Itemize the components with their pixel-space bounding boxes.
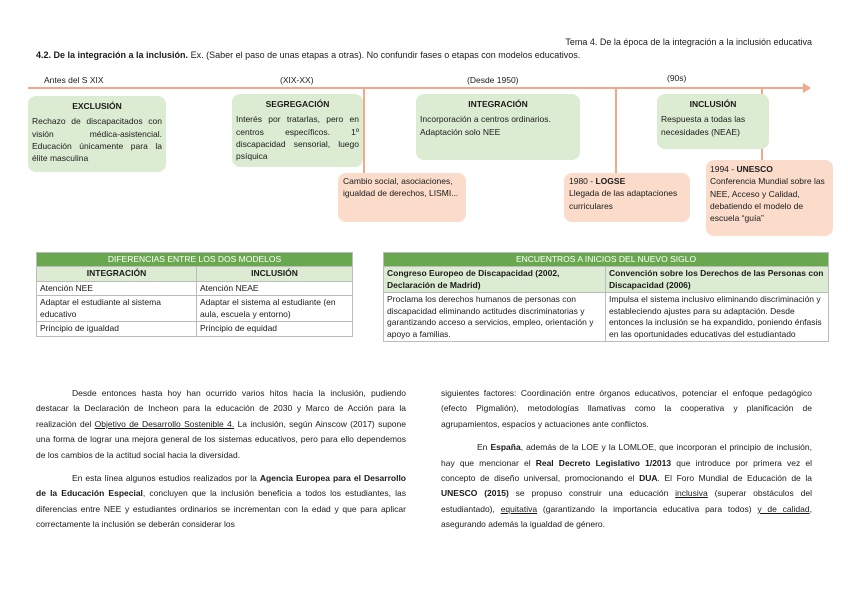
- text-run-underlined: y de calidad: [757, 503, 810, 514]
- section-instruction: Ex. (Saber el paso de unas etapas a otras). No confundir fases o etapas con modelos educativos.: [190, 50, 581, 60]
- paragraph: [36, 386, 406, 463]
- paragraph: siguientes factores: Coordinación entre órganos educativos, potenciar el enfoque pedagógico (efecto Pigmalión), metodologías llamativas como la cooperativa y planificación de agrupamientos, espacios y actuaciones ante conflictos.: [441, 388, 812, 429]
- document-header: Tema 4. De la época de la integración a la inclusión educativa: [565, 37, 812, 47]
- era-label: Antes del S XIX: [44, 75, 104, 85]
- text-run: (superar obstáculos del estudiantado),: [441, 488, 812, 514]
- column-header: INTEGRACIÓN: [37, 267, 197, 281]
- timeline-line: [28, 87, 805, 89]
- column-header: INCLUSIÓN: [197, 267, 353, 281]
- paragraph: [36, 471, 406, 533]
- text-run-bold: DUA: [639, 473, 658, 484]
- stage-segregacion: [232, 94, 363, 167]
- event-year: 1980 -: [569, 176, 594, 186]
- stage-inclusion: [657, 94, 769, 149]
- text-run: . El Foro Mundial de Educación de la: [657, 473, 812, 484]
- stage-integracion: [416, 94, 580, 160]
- text-run-bold: Agencia Europea para el Desarrollo de la Educación Especial: [36, 473, 407, 499]
- event-text: Llegada de las adaptaciones curriculares: [569, 188, 678, 211]
- stage-text: Respuesta a todas las necesidades (NEAE): [661, 114, 746, 137]
- table-row: [37, 322, 353, 336]
- stage-title: EXCLUSIÓN: [72, 101, 122, 111]
- text-run-underlined: inclusiva: [675, 488, 708, 499]
- table-cell: Principio de equidad: [197, 322, 353, 336]
- stage-text: Interés por tratarlas, pero en centros específicos. 1º discapacidad sensorial, luego psíquica: [236, 114, 359, 162]
- timeline-arrow-icon: [803, 83, 811, 93]
- body-column-left: [36, 386, 406, 533]
- table-title: DIFERENCIAS ENTRE LOS DOS MODELOS: [37, 253, 353, 267]
- text-run: , además de la LOE y la LOMLOE, que incorporan el principio de inclusión, hay que mencionar el: [441, 442, 812, 468]
- stage-text: Incorporación a centros ordinarios. Adaptación solo NEE: [420, 114, 551, 137]
- text-run: En esta línea algunos estudios realizados por la: [72, 473, 260, 484]
- event-unesco: [706, 160, 833, 236]
- section-title: [36, 50, 580, 62]
- table-cell: Principio de igualdad: [37, 322, 197, 336]
- event-year: 1994 -: [710, 164, 735, 174]
- event-name: UNESCO: [736, 164, 773, 174]
- era-label: (XIX-XX): [280, 75, 314, 85]
- stage-title: INCLUSIÓN: [689, 99, 737, 109]
- era-label: (Desde 1950): [467, 75, 519, 85]
- text-run: se propuso construir una educación: [508, 488, 676, 499]
- text-run: , concluyen que la inclusión beneficia a todos los estudiantes, las diferencias entre NEE y estudiantes ordinarios se incrementan con la edad y que para aplicar correctamente la inclusión se deberán considerar los: [36, 488, 406, 530]
- column-header: Congreso Europeo de Discapacidad (2002, Declaración de Madrid): [384, 267, 606, 293]
- paragraph: [441, 440, 812, 532]
- text-run: La inclusión, según Ainscow (2017) supone una forma de lograr una mejora general de los sistemas educativos, pero para ello dependemos de los cambios de la actitud social hacia la diversidad.: [36, 418, 406, 460]
- stage-exclusion: [28, 96, 166, 172]
- stage-text: Rechazo de discapacitados con visión médica-asistencial. Educación únicamente para la élite masculina: [32, 116, 162, 164]
- table-cell: Atención NEE: [37, 281, 197, 295]
- text-run: (garantizando la importancia educativa para todos): [537, 503, 758, 514]
- table-cell: Atención NEAE: [197, 281, 353, 295]
- text-run-underlined: equitativa: [500, 503, 538, 514]
- connector-line: [615, 88, 617, 174]
- text-run-bold: España: [490, 442, 521, 453]
- table-cell: Adaptar el sistema al estudiante (en aula, escuela y entorno): [197, 296, 353, 322]
- body-column-right: [441, 386, 812, 533]
- connector-line: [363, 88, 365, 174]
- table-row: [37, 281, 353, 295]
- event-logse: [564, 173, 690, 222]
- text-run: , asegurando además la igualdad de género.: [441, 503, 812, 530]
- text-run-bold: Real Decreto Legislativo 1/2013: [535, 457, 672, 468]
- era-label: (90s): [667, 73, 687, 83]
- text-run: Desde entonces hasta hoy han ocurrido varios hitos hacia la inclusión, pudiendo destacar la Declaración de Incheon para la educación de 2030 y Marco de Acción para la realización del: [36, 388, 406, 429]
- event-cambio-social: [338, 173, 466, 222]
- table-title: ENCUENTROS A INICIOS DEL NUEVO SIGLO: [384, 253, 829, 267]
- sdg-link[interactable]: Objetivo de Desarrollo Sostenible 4.: [94, 418, 235, 429]
- table-row: [37, 296, 353, 322]
- event-name: LOGSE: [595, 176, 626, 186]
- text-run: En: [477, 442, 491, 453]
- stage-title: INTEGRACIÓN: [468, 99, 528, 109]
- stage-title: SEGREGACIÓN: [265, 99, 330, 109]
- table-cell: Proclama los derechos humanos de personas con discapacidad eliminando actitudes discriminatorias y garantizando acceso a servicios, empleo, orientación y apoyo a familias.: [384, 293, 606, 342]
- table-cell: Impulsa el sistema inclusivo eliminando discriminación y estableciendo ajustes para su adaptación. Desde entonces la inclusión se ha expandido, poniendo énfasis en las oportunidades educativas del estudiantado: [606, 293, 829, 342]
- event-text: Cambio social, asociaciones, igualdad de derechos, LISMI...: [343, 176, 459, 199]
- table-cell: Adaptar el estudiante al sistema educativo: [37, 296, 197, 322]
- text-run: que introduce por primera vez el concepto de diseño universal, promocionando el: [441, 457, 812, 484]
- column-header: Convención sobre los Derechos de las Personas con Discapacidad (2006): [606, 267, 829, 293]
- table-row: [384, 293, 829, 342]
- table-diferencias: [36, 252, 353, 337]
- event-text: Conferencia Mundial sobre las NEE, Acceso y Calidad, debatiendo el modelo de escuela “guía”: [710, 176, 825, 224]
- section-heading: 4.2. De la integración a la inclusión.: [36, 50, 189, 60]
- table-encuentros: [383, 252, 829, 342]
- text-run-bold: UNESCO (2015): [441, 488, 509, 499]
